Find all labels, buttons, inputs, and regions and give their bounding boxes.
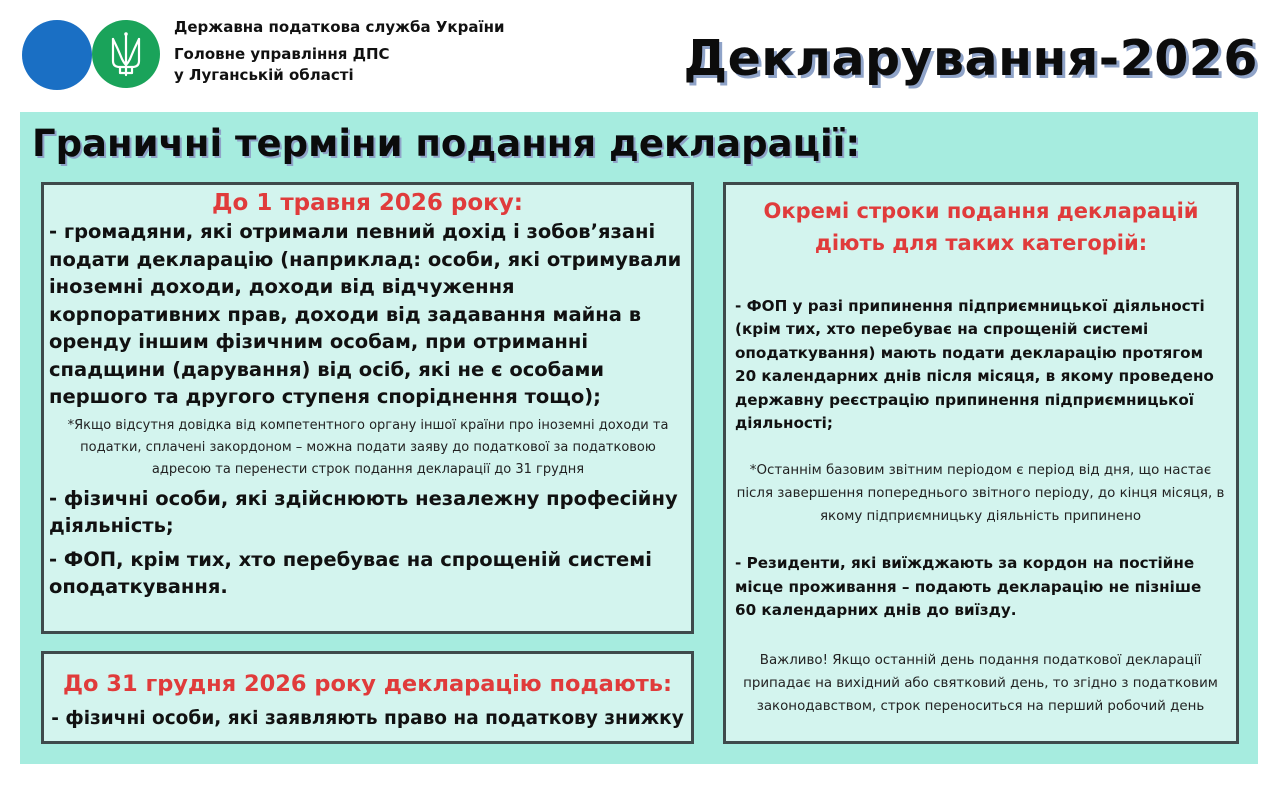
logo-green-circle [92, 20, 160, 88]
trident-icon [109, 31, 143, 77]
may-item-independent-professionals: - фізичні особи, які здійснюють незалежну професійну діяльність; [49, 486, 678, 537]
may-deadline-title: До 1 травня 2026 року: [212, 190, 523, 216]
special-reporting-period-note: *Останнім базовим звітним періодом є період від дня, що настає після завершення попереднього звітного періоду, до кінця місяця, в якому підприємницьку діяльність припинено [736, 463, 1225, 525]
deadlines-panel [20, 112, 1258, 764]
december-deadline-box [41, 651, 694, 744]
may-item-citizens: - громадяни, які отримали певний дохід і зобов’язані подати декларацію (наприклад: особи, які отримували іноземні доходи, доходи від відчуження корпоративних прав, доходи від задавання майна в оренду іншим фізичним особам, при отриманні спадщини (дарування) від осіб, які не є особами першого та другого ступеня споріднення тощо); [49, 220, 682, 408]
logo-blue-circle [22, 20, 92, 90]
special-important-note: Важливо! Якщо останній день подання податкової декларації припадає на вихідний або святковий день, то згідно з податковим законодавством, строк переноситься на перший робочий день [743, 652, 1218, 714]
org-name-block [174, 16, 504, 86]
december-deadline-title: До 31 грудня 2026 року декларацію подають: [62, 671, 673, 697]
special-item-fop-termination: - ФОП у разі припинення підприємницької діяльності (крім тих, хто перебуває на спрощеній системі оподаткування) мають подати декларацію протягом 20 календарних днів після місяця, в якому проведено державну реєстрацію припинення підприємницької діяльності; [735, 297, 1214, 433]
special-deadlines-title: Окремі строки подання декларацій діють для таких категорій: [763, 199, 1199, 255]
org-name-line-1: Державна податкова служба України [174, 18, 505, 36]
panel-title: Граничні терміни подання декларації: [32, 122, 861, 165]
special-deadlines-box [723, 182, 1239, 744]
december-item-tax-discount: - фізичні особи, які заявляють право на податкову знижку [51, 708, 684, 729]
may-foreign-income-note: *Якщо відсутня довідка від компетентного органу іншої країни про іноземні доходи та податки, сплачені закордоном – можна подати заяву до податкової за податковою адресою та перенести строк подання декларації до 31 грудня [67, 417, 669, 477]
org-name-line-3: у Луганській області [174, 66, 354, 84]
may-deadline-box [41, 182, 694, 634]
org-name-line-2: Головне управління ДПС [174, 45, 390, 63]
special-item-residents-leaving: - Резиденти, які виїжджають за кордон на постійне місце проживання – подають декларацію не пізніше 60 календарних днів до виїзду. [735, 554, 1202, 620]
main-title: Декларування-2026 [683, 30, 1258, 87]
may-item-fop: - ФОП, крім тих, хто перебуває на спрощеній системі оподаткування. [49, 547, 652, 598]
